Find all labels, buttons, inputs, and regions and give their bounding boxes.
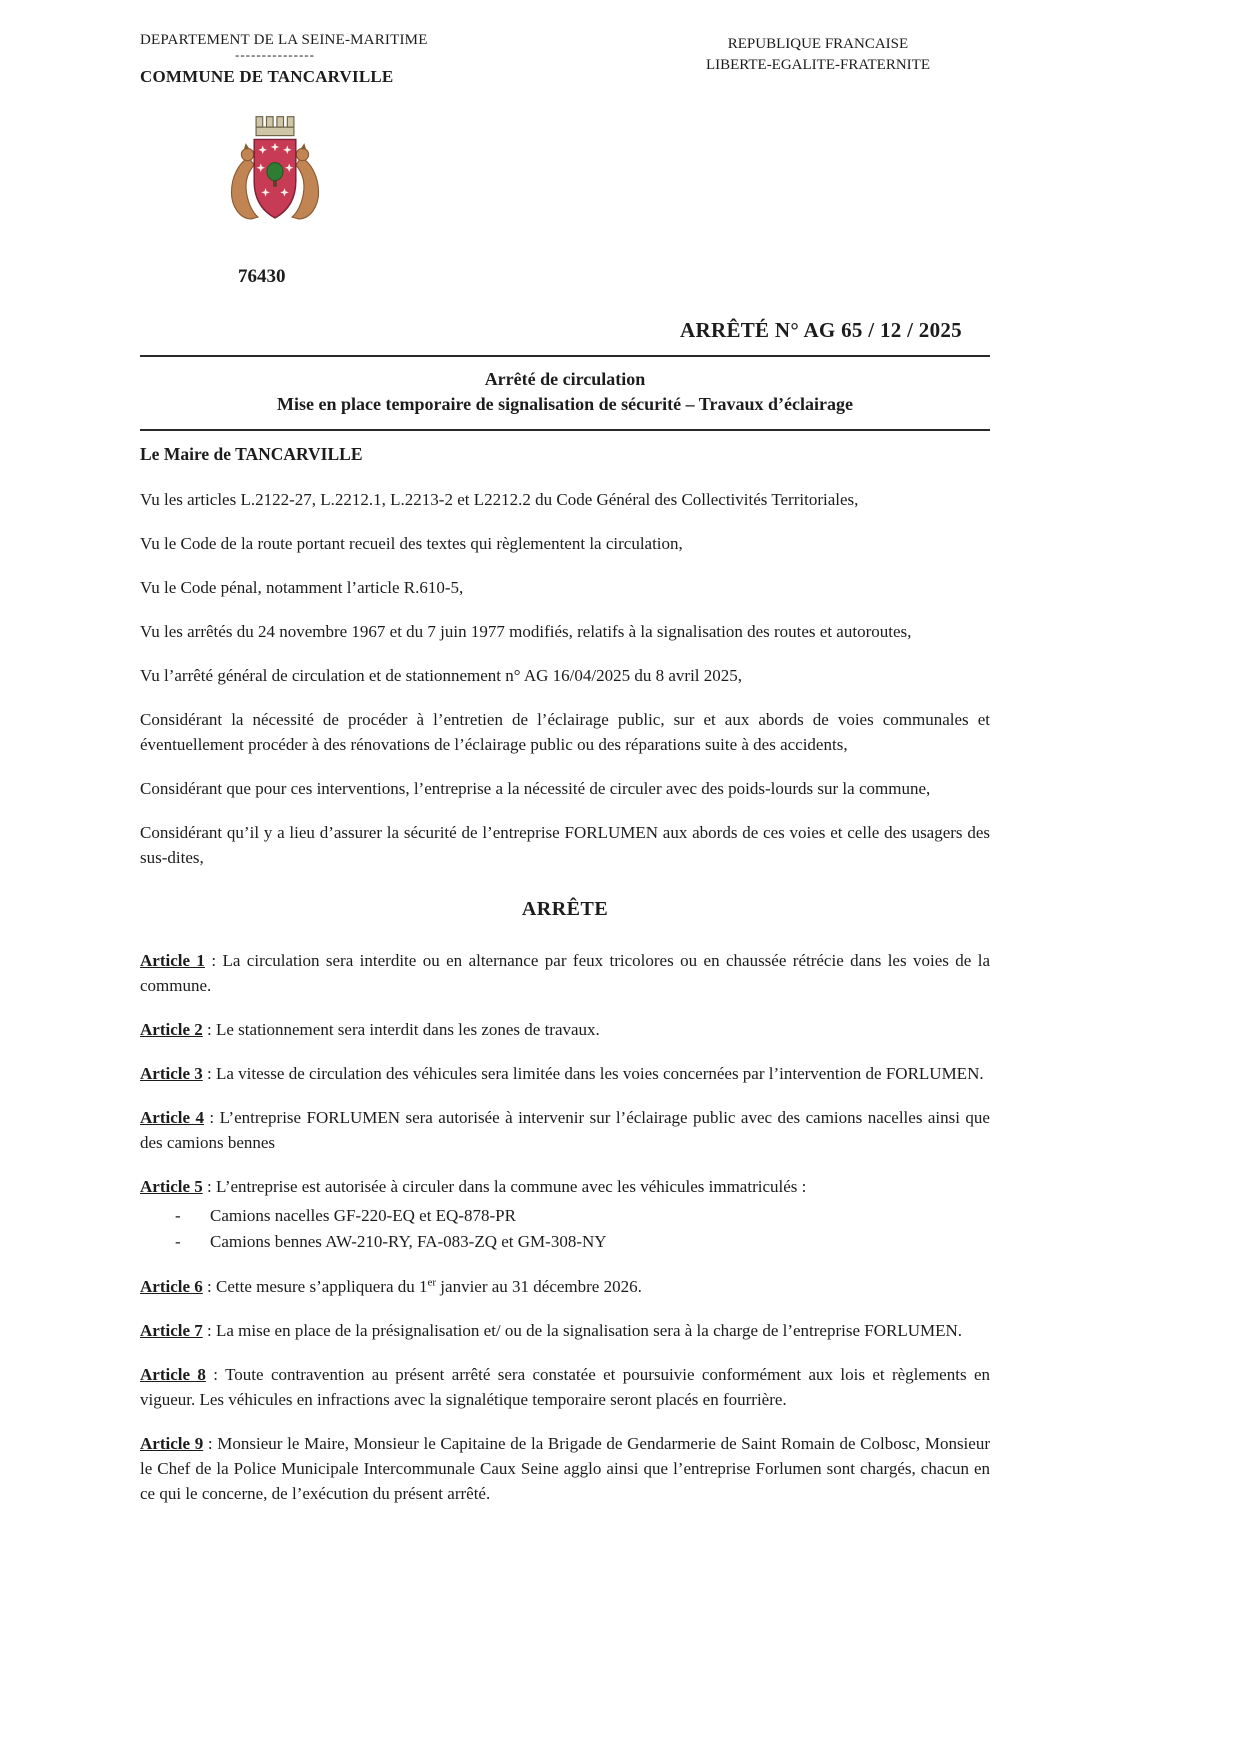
article-6-text-2: janvier au 31 décembre 2026.	[436, 1277, 642, 1296]
coat-of-arms-crown	[256, 117, 294, 136]
article-9-label: Article 9	[140, 1434, 204, 1453]
department-separator: ---------------	[235, 47, 315, 62]
article-9-text: : Monsieur le Maire, Monsieur le Capitaine de la Brigade de Gendarmerie de Saint Romain de Colbosc, Monsieur le Chef de la Police Municipale Intercommunale Caux Seine agglo ainsi que l’entreprise Forlumen sont chargés, chacun en ce qui le concerne, de l’exécution du présent arrêté.	[140, 1434, 990, 1503]
postal-code: 76430	[238, 266, 286, 287]
list-dash: -	[175, 1206, 181, 1225]
document-content	[140, 32, 990, 1525]
document-header	[140, 32, 990, 87]
article-6-sup: er	[427, 1276, 437, 1289]
article-4-label: Article 4	[140, 1108, 204, 1127]
article-4-text: : L’entreprise FORLUMEN sera autorisée à intervenir sur l’éclairage public avec des camions nacelles ainsi que des camions bennes	[140, 1108, 990, 1152]
article-8-text: : Toute contravention au présent arrêté sera constatée et poursuivie conformément aux lois et règlements en vigueur. Les véhicules en infractions avec la signalétique temporaire seront placés en fourrière.	[140, 1365, 990, 1409]
article-6-text: : Cette mesure s’appliquera du 1	[202, 1277, 428, 1296]
preamble-clause: Vu le Code de la route portant recueil des textes qui règlementent la circulation,	[140, 534, 683, 553]
article-8	[140, 1362, 990, 1412]
article-9	[140, 1431, 990, 1506]
article-2-label: Article 2	[140, 1020, 203, 1039]
article-5-text: : L’entreprise est autorisée à circuler dans la commune avec les véhicules immatriculés :	[202, 1177, 807, 1196]
vehicle-list	[140, 1203, 990, 1255]
vehicle-list-text: Camions bennes AW-210-RY, FA-083-ZQ et GM-308-NY	[210, 1232, 607, 1251]
article-2	[140, 1017, 990, 1042]
coat-of-arms-block	[220, 111, 338, 288]
header-right-block	[706, 34, 930, 76]
mayor-opening: Le Maire de TANCARVILLE	[140, 444, 363, 464]
arrete-number: ARRÊTÉ N° AG 65 / 12 / 2025	[680, 318, 962, 342]
devise-line: LIBERTE-EGALITE-FRATERNITE	[705, 57, 930, 73]
article-1	[140, 948, 990, 998]
republique-line: REPUBLIQUE FRANCAISE	[727, 36, 909, 52]
department-name: DEPARTEMENT DE LA SEINE-MARITIME	[140, 32, 428, 48]
article-6-label: Article 6	[140, 1277, 203, 1296]
article-5-label: Article 5	[140, 1177, 203, 1196]
article-3-label: Article 3	[140, 1064, 203, 1083]
preamble-clause: Vu les articles L.2122-27, L.2212.1, L.2213-2 et L2212.2 du Code Général des Collectivités Territoriales,	[140, 490, 859, 509]
decree-heading: ARRÊTE	[521, 898, 609, 920]
preamble-clause: Vu les arrêtés du 24 novembre 1967 et du 7 juin 1977 modifiés, relatifs à la signalisation des routes et autoroutes,	[140, 622, 912, 641]
article-3	[140, 1061, 990, 1086]
article-8-label: Article 8	[140, 1365, 206, 1384]
vehicle-list-item	[140, 1229, 990, 1255]
document-subtitle-1: Arrêté de circulation	[484, 369, 646, 389]
header-left-block	[140, 32, 428, 87]
article-2-text: : Le stationnement sera interdit dans les zones de travaux.	[202, 1020, 600, 1039]
article-7	[140, 1318, 990, 1343]
title-rule-top	[140, 355, 990, 357]
preamble-clause: Vu le Code pénal, notamment l’article R.610-5,	[140, 578, 464, 597]
vehicle-list-text: Camions nacelles GF-220-EQ et EQ-878-PR	[210, 1206, 516, 1225]
article-1-label: Article 1	[140, 951, 205, 970]
document-subtitle-2: Mise en place temporaire de signalisation de sécurité – Travaux d’éclairage	[277, 394, 853, 414]
preamble-clause: Considérant qu’il y a lieu d’assurer la sécurité de l’entreprise FORLUMEN aux abords de ces voies et celle des usagers des sus-dites,	[140, 823, 990, 867]
preamble-clause: Considérant que pour ces interventions, l’entreprise a la nécessité de circuler avec des poids-lourds sur la commune,	[140, 779, 931, 798]
article-1-text: : La circulation sera interdite ou en alternance par feux tricolores ou en chaussée rétrécie dans les voies de la commune.	[140, 951, 991, 995]
article-4	[140, 1105, 990, 1155]
list-dash: -	[175, 1232, 181, 1251]
article-7-label: Article 7	[140, 1321, 203, 1340]
preamble-clause: Vu l’arrêté général de circulation et de stationnement n° AG 16/04/2025 du 8 avril 2025,	[140, 666, 743, 685]
title-rule-bottom	[140, 429, 990, 431]
article-5	[140, 1174, 990, 1199]
article-6	[140, 1274, 990, 1299]
commune-name: COMMUNE DE TANCARVILLE	[140, 67, 394, 86]
preamble-clause: Considérant la nécessité de procéder à l’entretien de l’éclairage public, sur et aux abords de voies communales et éventuellement procéder à des rénovations de l’éclairage public ou des réparations suite à des accidents,	[140, 710, 990, 754]
tancarville-coat-of-arms-icon	[220, 111, 330, 253]
article-7-text: : La mise en place de la présignalisation et/ ou de la signalisation sera à la charge de l’entreprise FORLUMEN.	[202, 1321, 963, 1340]
article-3-text: : La vitesse de circulation des véhicules sera limitée dans les voies concernées par l’intervention de FORLUMEN.	[202, 1064, 984, 1083]
vehicle-list-item	[140, 1203, 990, 1229]
